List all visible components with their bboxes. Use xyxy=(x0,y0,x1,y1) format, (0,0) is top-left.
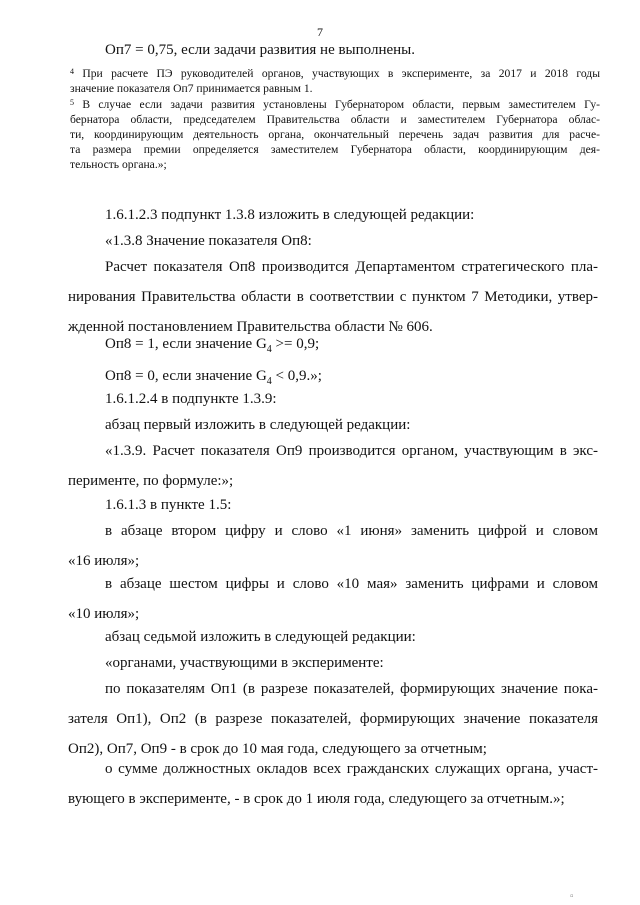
paragraph-1-6-1-2-4: 1.6.1.2.4 в подпункте 1.3.9: xyxy=(105,391,277,407)
paragraph-1-6-1-2-3: 1.6.1.2.3 подпункт 1.3.8 изложить в следующей редакции: xyxy=(105,207,475,223)
footnote-4-line-2: значение показателя Оп7 принимается равным 1. xyxy=(70,82,313,95)
footnote-4 xyxy=(70,66,600,96)
paragraph-organs-in-experiment: «органами, участвующими в эксперименте: xyxy=(105,655,384,671)
footnote-5-marker: 5 xyxy=(70,98,74,107)
paragraph-seventh-abzac: абзац седьмой изложить в следующей редакции: xyxy=(105,629,416,645)
footnote-5-line-4: та размера премии определяется заместителем Губернатора области, координирующим дея- xyxy=(70,143,600,156)
op7-condition-line: Оп7 = 0,75, если задачи развития не выполнены. xyxy=(105,42,415,58)
footnote-4-line-1: $^4$ При расчете ПЭ руководителей органов, участвующих в эксперименте, за 2017 и 2018 годы xyxy=(70,67,600,80)
footnote-4-marker: 4 xyxy=(70,67,74,76)
footnote-5 xyxy=(70,97,600,172)
paragraph-salary-sum: о сумме должностных окладов всех гражданских служащих органа, участ- вующего в эксперименте, - в срок до 1 июля года, следующего за отчетным.»; xyxy=(68,761,598,807)
paragraph-1-3-8-heading: «1.3.8 Значение показателя Оп8: xyxy=(105,233,312,249)
footnote-5-line-5: тельность органа.»; xyxy=(70,158,167,171)
scan-mark: ▫ xyxy=(570,891,574,902)
paragraph-first-abzac: абзац первый изложить в следующей редакции: xyxy=(105,417,411,433)
paragraph-second-abzac: в абзаце втором цифру и слово «1 июня» заменить цифрой и словом «16 июля»; xyxy=(68,523,598,569)
page-number: 7 xyxy=(317,25,323,39)
paragraph-1-6-1-3: 1.6.1.3 в пункте 1.5: xyxy=(105,497,232,513)
op8-formula-1: Оп8 = 1, если значение $G_4 >= 0,9$; xyxy=(105,336,320,355)
paragraph-indicators-deadline: по показателям Оп1 (в разрезе показателей, формирующих значение пока- зателя Оп1), Оп2 (в разрезе показателей, формирующих значение показателя Оп2), Оп7, Оп9 - в срок до 10 мая года, следующего за отчетным; xyxy=(68,681,598,757)
paragraph-op8-calculation: Расчет показателя Оп8 производится Департаментом стратегического пла- нирования Правительства области в соответствии с пунктом 7 Методики, утвер- жденной постановлением Правительства области № 606. xyxy=(68,259,598,335)
footnote-5-line-2: бернатора области, председателем Правительства области и заместителем Губернатора облас- xyxy=(70,113,600,126)
paragraph-1-3-9: «1.3.9. Расчет показателя Оп9 производится органом, участвующим в экс- перименте, по формуле:»; xyxy=(68,443,598,489)
footnote-5-line-1: $^5$ В случае если задачи развития установлены Губернатором области, первым заместителем Гу- xyxy=(70,98,600,111)
paragraph-sixth-abzac: в абзаце шестом цифры и слово «10 мая» заменить цифрами и словом «10 июля»; xyxy=(68,576,598,622)
footnote-5-line-3: ти, координирующим деятельность органа, окончательный перечень задач развития для расче- xyxy=(70,128,600,141)
op8-formula-2: Оп8 = 0, если значение $G_4 < 0,9$.»; xyxy=(105,368,322,387)
